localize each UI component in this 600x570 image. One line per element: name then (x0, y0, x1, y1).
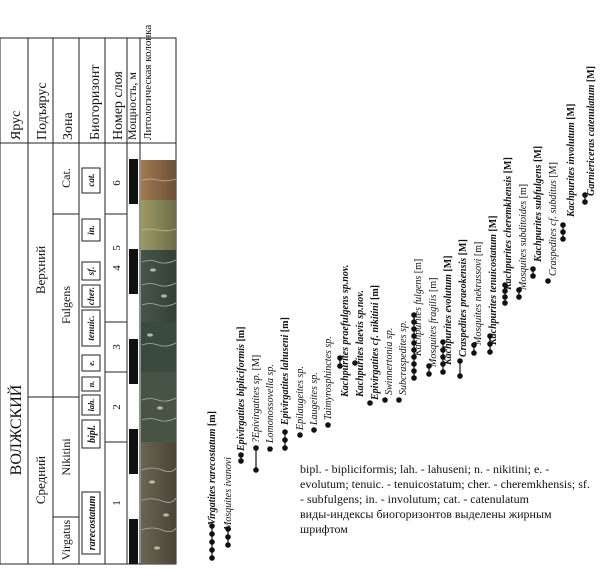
specimen-dot-19-0 (487, 349, 493, 355)
taxon-5: Epivirgatites lahuseni [m] (280, 317, 291, 425)
specimen-dot-12-0 (382, 397, 388, 403)
taxon-4: Lomonossovella sp. (265, 364, 276, 443)
taxon-16: Kachpurites evolutum [M] (443, 255, 454, 365)
bh-sf: sf. (86, 266, 96, 276)
specimen-dot-22-0 (530, 273, 536, 279)
specimen-dot-1-1 (225, 534, 231, 540)
substage-upper: Верхний (33, 245, 48, 295)
specimen-dot-15-0 (426, 371, 432, 377)
bh-cat: cat. (86, 173, 96, 187)
specimen-dot-8-0 (325, 422, 331, 428)
column-headers (9, 25, 154, 140)
taxon-3: ?Epivirgatites sp. [M] (251, 354, 262, 443)
taxon-25: Garniericeras catenulatum [M] (586, 65, 597, 196)
bh-cher: cher. (86, 286, 96, 306)
specimen-dot-2-0 (238, 458, 244, 464)
taxon-18: Mosquites nekrassovi [m] (473, 241, 484, 345)
specimen-dot-14-2 (411, 361, 417, 367)
taxon-17: Craspedites praeokensis [M] (458, 239, 469, 357)
specimen-dot-24-1 (560, 229, 566, 235)
bh-bipl: bipl. (87, 424, 98, 444)
bed-6: 6 (111, 180, 123, 186)
specimen-dot-3-0 (253, 445, 259, 451)
header-biohorizon: Биогоризонт (88, 64, 103, 140)
header-substage: Подъярус (35, 82, 50, 140)
specimen-dot-22-1 (530, 266, 536, 272)
specimen-dot-18-0 (471, 350, 477, 356)
specimen-dot-0-1 (209, 547, 215, 553)
header-bed-number: Номер слоя (111, 71, 126, 140)
bed-numbers (111, 180, 123, 506)
bed-5: 5 (111, 245, 123, 251)
taxon-6: Epilaugeites sp. (295, 366, 306, 430)
specimen-dot-20-1 (502, 294, 508, 300)
taxon-24: Kachpurites involutum [M] (566, 103, 577, 217)
specimen-dot-25-1 (582, 199, 588, 205)
substage-middle: Средний (33, 455, 48, 505)
specimen-dot-5-2 (282, 445, 288, 451)
header-zone: Зона (61, 112, 76, 140)
header-lithology: Литологическая колонка (142, 24, 154, 140)
taxon-7: Laugeites sp. (309, 372, 320, 425)
zone-fulgens: Fulgens (59, 285, 73, 325)
stage-name: ВОЛЖСКИЙ (8, 384, 25, 476)
lithology-column (141, 160, 176, 564)
bh-tenuic: tenuic. (86, 315, 96, 341)
specimen-dot-2-1 (238, 452, 244, 458)
taxon-0: Virgatites rarecostatum [m] (207, 411, 218, 525)
taxon-12: Swinnertonia sp. (384, 327, 395, 395)
bh-rarecostatum: rarecostatum (87, 495, 98, 551)
specimen-dot-7-0 (311, 427, 317, 433)
bed-1: 1 (111, 500, 123, 506)
specimen-dot-11-0 (367, 400, 373, 406)
header-stage: Ярус (9, 110, 24, 140)
taxon-2: Epivirgatites bipliciformis [m] (236, 326, 247, 451)
litho-bed-1 (141, 442, 176, 564)
specimen-dot-0-2 (209, 539, 215, 545)
taxon-21: Mosquites subditoides [m] (518, 183, 529, 290)
specimen-dot-24-0 (560, 222, 566, 228)
bh-lah: lah. (87, 398, 96, 412)
taxon-22: Kachpurites subfulgens [M] (533, 145, 544, 262)
taxon-10: Kachpurites laevis sp.nov. (355, 290, 366, 397)
litho-bed-3 (141, 322, 176, 372)
specimen-dot-1-0 (225, 542, 231, 548)
specimen-dot-3-1 (253, 467, 259, 473)
taxon-11: Epivirgatites cf. nikitini [m] (370, 284, 381, 400)
specimen-dot-0-0 (209, 555, 215, 561)
taxon-14: Kachpurites fulgens [m] (413, 258, 424, 356)
specimen-dot-4-0 (267, 446, 273, 452)
legend (300, 462, 596, 537)
taxon-15: Mosquites fragilis [m] (428, 277, 439, 367)
taxon-20: Kachpurites cheremkhensis [M] (503, 157, 514, 290)
specimen-dot-20-0 (502, 300, 508, 306)
taxon-13: Subcraspedites sp. (398, 320, 409, 395)
legend-abbreviations: bipl. - bipliciformis; lah. - lahuseni; n. - nikitini; e. - evolutum; tenuic. - tenuicostatum; cher. - cheremkhensis; sf. - subfulgens; in. - involutum; cat. - catenulatum (300, 462, 590, 506)
zone-virgatus: Virgatus (59, 519, 73, 561)
taxon-19: Kachpurites tenuicostatum [M] (488, 215, 499, 345)
specimen-dot-17-0 (457, 373, 463, 379)
specimen-dot-14-0 (411, 375, 417, 381)
bed-2: 2 (111, 404, 123, 410)
zone-cat: Cat. (59, 168, 73, 188)
specimen-dot-6-0 (297, 432, 303, 438)
specimen-dot-13-0 (396, 397, 402, 403)
taxon-9: Kachpurites praefulgens sp.nov. (340, 264, 351, 397)
bh-e: e. (87, 360, 96, 366)
legend-note: виды-индексы биогоризонтов выделены жирным шрифтом (300, 507, 552, 536)
bed-3: 3 (111, 344, 123, 350)
taxon-8: Taimyrosphinctes sp. (323, 336, 334, 420)
zone-nikitini: Nikitini (59, 438, 73, 476)
bed-4: 4 (111, 265, 123, 271)
specimen-dot-0-3 (209, 531, 215, 537)
specimen-dot-5-1 (282, 437, 288, 443)
specimen-dot-24-2 (560, 236, 566, 242)
taxon-1: Mosquites ivanovi (223, 456, 234, 530)
specimen-dot-14-1 (411, 368, 417, 374)
bh-in: in. (86, 225, 96, 235)
thickness-scale (129, 159, 138, 564)
specimen-dot-21-0 (516, 294, 522, 300)
litho-bed-5 (141, 200, 176, 250)
header-thickness: Мощность, м (125, 72, 139, 140)
bh-n: n. (87, 380, 96, 388)
taxon-23: Craspedites cf. subditus [M] (548, 162, 559, 276)
specimen-dot-23-0 (545, 278, 551, 284)
specimen-dot-16-0 (440, 369, 446, 375)
specimen-dot-17-1 (457, 358, 463, 364)
specimen-dot-5-0 (282, 429, 288, 435)
